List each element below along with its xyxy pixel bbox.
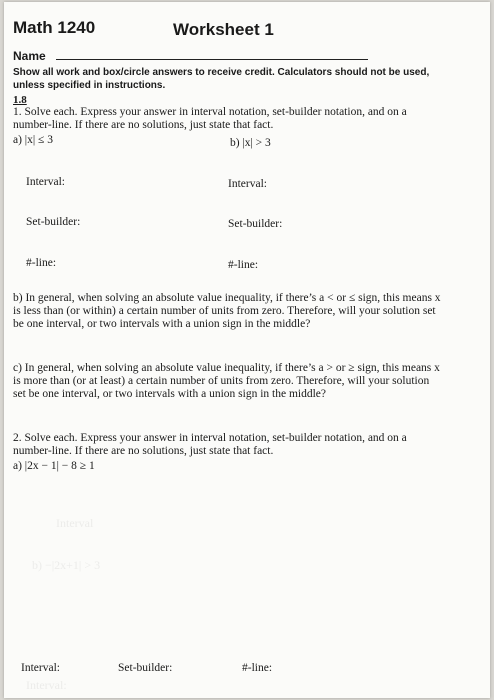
- interval-label-a: Interval:: [26, 176, 65, 188]
- numline-label-b: #-line:: [228, 259, 259, 271]
- worksheet-page: [4, 2, 490, 698]
- q2-interval-label: Interval:: [21, 662, 60, 674]
- q1-general-greater-than: c) In general, when solving an absolute value inequality, if there’s a > or ≥ sign, this means x is more than (or at least) a certain number of units from zero. Therefore, will your solution set be one interval, or two intervals with a union sign in the middle?: [13, 362, 440, 400]
- q1-prompt: 1. Solve each. Express your answer in interval notation, set-builder notation, and on a number-line. If there are no solutions, just state that fact.: [13, 106, 407, 131]
- q2-numline-label: #-line:: [242, 662, 273, 674]
- course-title: Math 1240: [13, 18, 96, 37]
- q2-prompt: 2. Solve each. Express your answer in interval notation, set-builder notation, and on a number-line. If there are no solutions, just state that fact.: [13, 432, 407, 457]
- worksheet-title: Worksheet 1: [173, 20, 274, 39]
- show-through-text-2: b) −|2x+1| > 3: [32, 558, 101, 572]
- show-through-text-1: Interval: [56, 516, 94, 530]
- q2-setbuilder-label: Set-builder:: [118, 662, 173, 674]
- name-line: [56, 59, 368, 60]
- numline-label-a: #-line:: [26, 257, 57, 269]
- interval-label-b: Interval:: [228, 178, 267, 190]
- section-number: 1.8: [13, 94, 27, 106]
- instructions: Show all work and box/circle answers to receive credit. Calculators should not be used, unless specified in instructions.: [13, 67, 430, 91]
- setbuilder-label-a: Set-builder:: [26, 216, 81, 228]
- q1-general-less-than: b) In general, when solving an absolute value inequality, if there’s a < or ≤ sign, this means x is less than (or within) a certain number of units from zero. Therefore, will your solution set be one interval, or two intervals with a union sign in the middle?: [13, 292, 441, 330]
- name-label: Name: [13, 49, 46, 63]
- setbuilder-label-b: Set-builder:: [228, 218, 283, 230]
- q1-part-b: b) |x| > 3: [230, 137, 271, 149]
- q1-part-a: a) |x| ≤ 3: [13, 134, 53, 146]
- show-through-text-3: Interval:: [26, 678, 67, 692]
- q2-part-a: a) |2x − 1| − 8 ≥ 1: [13, 460, 95, 472]
